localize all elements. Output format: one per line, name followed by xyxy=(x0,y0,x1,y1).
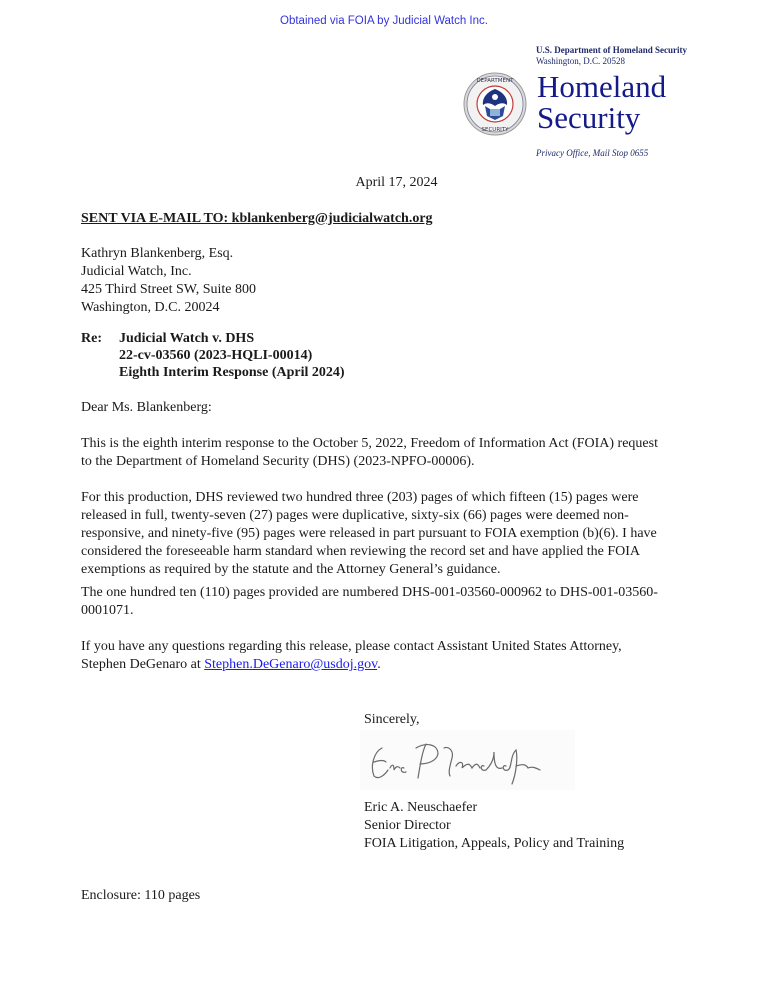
re-lines xyxy=(119,330,345,381)
recipient-name: Kathryn Blankenberg, Esq. xyxy=(81,246,234,261)
signature-image xyxy=(360,730,575,790)
recipient-address xyxy=(81,245,256,317)
dhs-seal-icon xyxy=(463,72,527,136)
brand-line-2: Security xyxy=(537,100,641,135)
paragraph-line: considered the foreseeable harm standard when reviewing the record set and have applied the FOIA xyxy=(81,544,641,559)
foia-watermark: Obtained via FOIA by Judicial Watch Inc. xyxy=(280,15,488,27)
paragraph-line: If you have any questions regarding this release, please contact Assistant United States Attorney, xyxy=(81,639,622,654)
contact-suffix: . xyxy=(377,657,381,672)
brand-line-1: Homeland xyxy=(537,69,667,104)
letterhead-department: U.S. Department of Homeland Security xyxy=(536,45,687,55)
letterhead-office: Privacy Office, Mail Stop 0655 xyxy=(536,148,649,158)
signer-block xyxy=(364,799,624,853)
paragraph-line: responsive, and ninety-five (95) pages were released in part pursuant to FOIA exemption (b)(6). I have xyxy=(81,526,657,541)
paragraph-line: The one hundred ten (110) pages provided are numbered DHS-001-03560-000962 to DHS-001-03560- xyxy=(81,585,658,600)
paragraph-line: This is the eighth interim response to the October 5, 2022, Freedom of Information Act (FOIA) request xyxy=(81,436,658,451)
letter-date: April 17, 2024 xyxy=(355,175,438,190)
signer-title: Senior Director xyxy=(364,818,451,833)
svg-text:SECURITY: SECURITY xyxy=(481,127,509,133)
recipient-street: 425 Third Street SW, Suite 800 xyxy=(81,282,256,297)
paragraph-line: released in full, twenty-seven (27) pages were duplicative, sixty-six (66) pages were deemed non- xyxy=(81,508,629,523)
letterhead-address: Washington, D.C. 20528 xyxy=(536,56,626,66)
paragraph-page-numbers xyxy=(81,584,701,620)
recipient-city: Washington, D.C. 20024 xyxy=(81,300,220,315)
paragraph-contact xyxy=(81,638,701,674)
paragraph-intro xyxy=(81,435,701,471)
paragraph-line: exemptions as required by the statute and the Attorney General’s guidance. xyxy=(81,562,501,577)
letterhead-brand xyxy=(537,71,666,133)
paragraph-line: to the Department of Homeland Security (DHS) (2023-NPFO-00006). xyxy=(81,454,475,469)
contact-email-link[interactable]: Stephen.DeGenaro@usdoj.gov xyxy=(204,657,378,672)
re-response-title: Eighth Interim Response (April 2024) xyxy=(119,365,345,380)
re-case-title: Judicial Watch v. DHS xyxy=(119,331,255,346)
paragraph-line xyxy=(81,656,701,674)
closing: Sincerely, xyxy=(364,712,420,727)
enclosure-note: Enclosure: 110 pages xyxy=(81,888,201,903)
signer-office: FOIA Litigation, Appeals, Policy and Training xyxy=(364,836,625,851)
recipient-org: Judicial Watch, Inc. xyxy=(81,264,192,279)
paragraph-line: 0001071. xyxy=(81,603,134,618)
svg-text:DEPARTMENT: DEPARTMENT xyxy=(476,78,514,84)
paragraph-line: For this production, DHS reviewed two hundred three (203) pages of which fifteen (15) pages were xyxy=(81,490,639,505)
sent-via-line: SENT VIA E-MAIL TO: kblankenberg@judicialwatch.org xyxy=(81,211,433,226)
paragraph-production xyxy=(81,489,701,579)
salutation: Dear Ms. Blankenberg: xyxy=(81,400,212,415)
contact-prefix: Stephen DeGenaro at xyxy=(81,657,205,672)
re-label: Re: xyxy=(81,331,102,346)
signer-name: Eric A. Neuschaefer xyxy=(364,800,478,815)
re-case-number: 22-cv-03560 (2023-HQLI-00014) xyxy=(119,348,313,363)
